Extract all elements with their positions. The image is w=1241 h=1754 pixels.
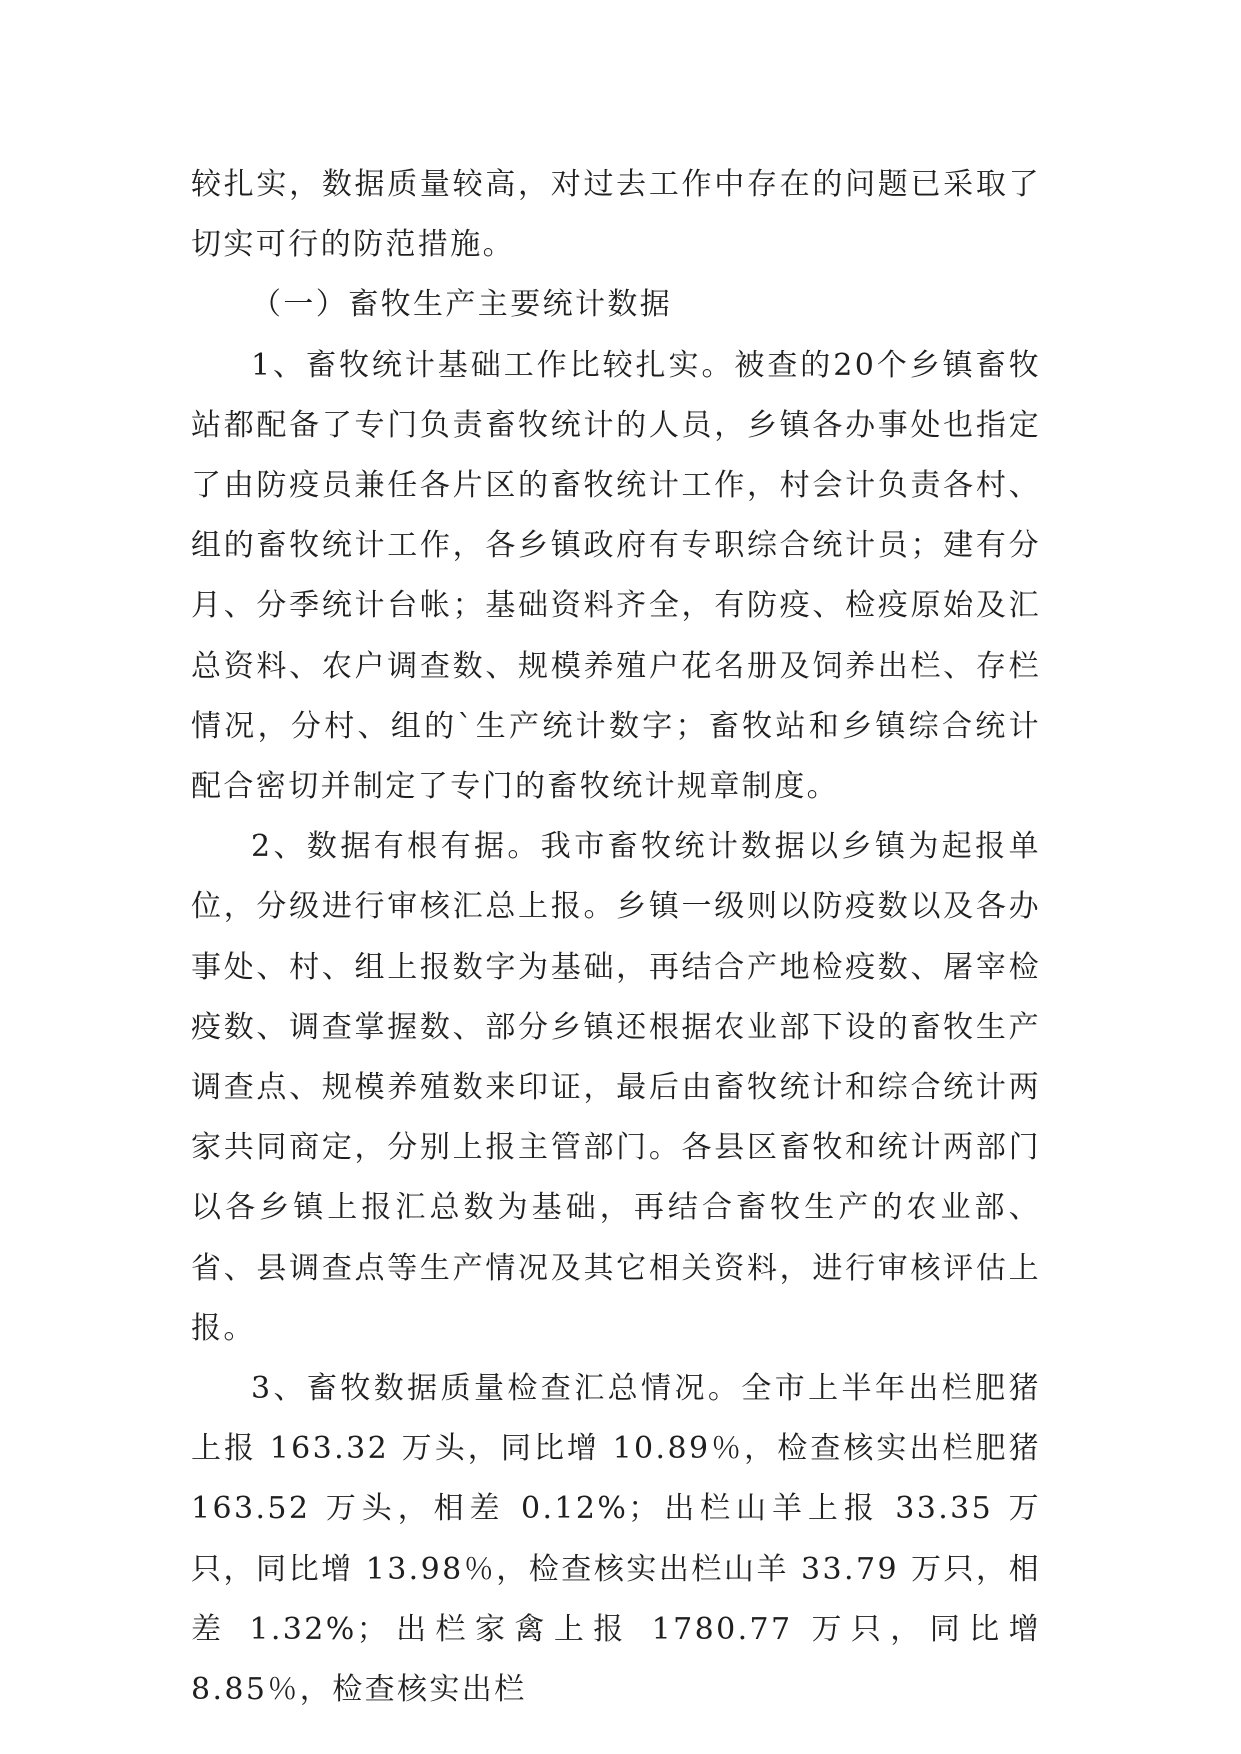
- section-heading: （一）畜牧生产主要统计数据: [251, 287, 673, 323]
- paragraph-2-data-basis: 2、数据有根有据。我市畜牧统计数据以乡镇为起报单位，分级进行审核汇总上报。乡镇一级则以防疫数以及各办事处、村、组上报数字为基础，再结合产地检疫数、屠宰检疫数、调查掌握数、部分乡镇还根据农业部下设的畜牧生产调查点、规模养殖数来印证，最后由畜牧统计和综合统计两家共同商定，分别上报主管部门。各县区畜牧和统计两部门以各乡镇上报汇总数为基础，再结合畜牧生产的农业部、省、县调查点等生产情况及其它相关资料，进行审核评估上报。: [191, 829, 1041, 1346]
- paragraph-1-basic-work: 1、畜牧统计基础工作比较扎实。被查的20个乡镇畜牧站都配备了专门负责畜牧统计的人员，乡镇各办事处也指定了由防疫员兼任各片区的畜牧统计工作，村会计负责各村、组的畜牧统计工作，各乡镇政府有专职综合统计员；建有分月、分季统计台帐；基础资料齐全，有防疫、检疫原始及汇总资料、农户调查数、规模养殖户花名册及饲养出栏、存栏情况，分村、组的`生产统计数字；畜牧站和乡镇综合统计配合密切并制定了专门的畜牧统计规章制度。: [191, 347, 1041, 805]
- continuation-paragraph: 较扎实，数据质量较高，对过去工作中存在的问题已采取了切实可行的防范措施。: [191, 167, 1041, 263]
- paragraph-3-quality-check: 3、畜牧数据质量检查汇总情况。全市上半年出栏肥猪上报 163.32 万头，同比增 10.89％，检查核实出栏肥猪 163.52 万头，相差 0.12%；出栏山羊上报 33.35 万只，同比增 13.98％，检查核实出栏山羊 33.79 万只，相差 1.32%；出栏家禽上报 1780.77 万只，同比增 8.85％，检查核实出栏: [191, 1371, 1041, 1708]
- document-body: [191, 155, 1041, 1720]
